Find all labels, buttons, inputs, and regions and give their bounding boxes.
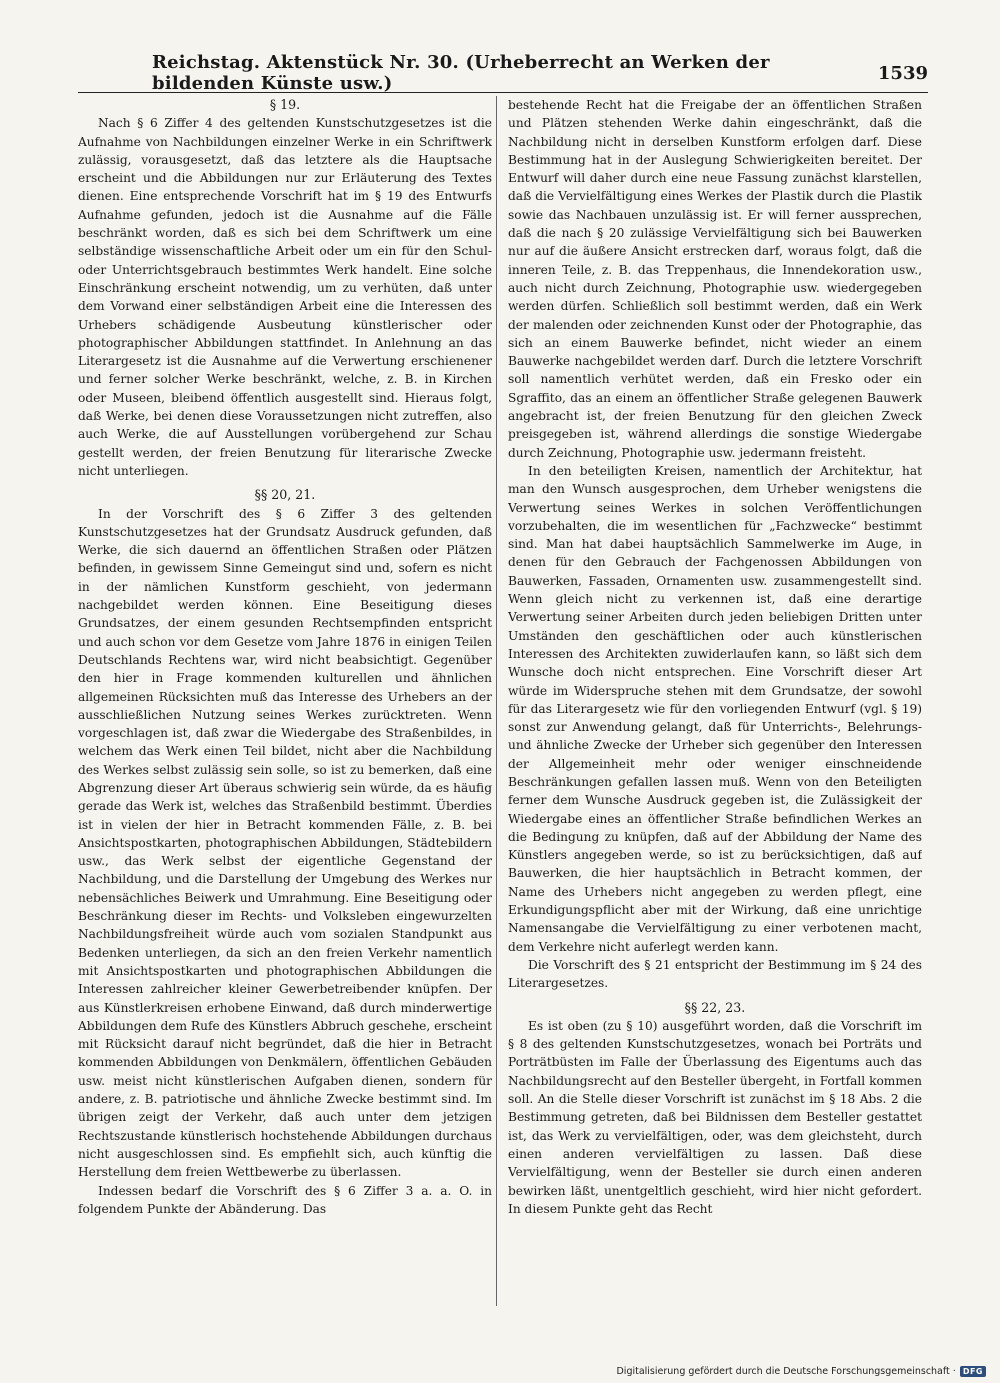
paragraph: bestehende Recht hat die Freigabe der an öffentlichen Straßen und Plätzen stehenden Werke dahin eingeschränkt, daß die Nachbildung nicht in derselben Kunstform erfolgen darf. Diese Bestimmung hat in der Auslegung Schwierigkeiten bereitet. Der Entwurf will daher durch eine neue Fassung zunächst klarstellen, daß die Vervielfältigung eines Werkes der Plastik durch die Plastik sowie das Nachbauen unzulässig ist. Er will ferner aussprechen, daß die nach § 20 zulässige Vervielfältigung sich bei Bauwerken nur auf die äußere Ansicht erstrecken darf, woraus folgt, daß die inneren Teile, z. B. das Treppenhaus, die Innendekoration usw., auch nicht durch Zeichnung, Photographie usw. wiedergegeben werden dürfen. Schließlich soll bestimmt werden, daß ein Werk der malenden oder zeichnenden Kunst oder der Photographie, das sich an einem Bauwerke befindet, nicht wieder an einem Bauwerke nachgebildet werden darf. Durch die letztere Vorschrift soll namentlich verhütet werden, daß ein Fresko oder ein Sgraffito, das an einem an öffentlicher Straße gelegenen Bauwerk angebracht ist, der freien Benutzung für den gleichen Zweck preisgegeben ist, während allerdings die sonstige Wiedergabe durch Zeichnung, Photographie usw. jedermann freisteht. [508,98,922,460]
digitization-footer [616,1366,986,1377]
column-divider [496,96,497,1306]
right-column [508,96,922,1312]
paragraph: Nach § 6 Ziffer 4 des geltenden Kunstschutzgesetzes ist die Aufnahme von Nachbildungen einzelner Werke in ein Schriftwerk zulässig, vorausgesetzt, daß das letztere als die Hauptsache erscheint und die Abbildungen nur zur Erläuterung des Textes dienen. Eine entsprechende Vorschrift hat im § 19 des Entwurfs Aufnahme gefunden, jedoch ist die Ausnahme auf die Fälle beschränkt worden, daß es sich bei dem Schriftwerk um eine selbständige wissenschaftliche Arbeit oder um ein für den Schul- oder Unterrichtsgebrauch bestimmtes Werk handelt. Eine solche Einschränkung erscheint notwendig, um zu verhüten, daß unter dem Vorwand einer selbständigen Arbeit eine die Interessen des Urhebers schädigende Ausbeutung künstlerischer oder photographischer Abbildungen stattfindet. In Anlehnung an das Literargesetz ist die Ausnahme auf die Verwertung erschienener und ferner solcher Werke beschränkt, welche, z. B. in Kirchen oder Museen, bleibend öffentlich ausgestellt sind. Hieraus folgt, daß Werke, bei denen diese Voraussetzungen nicht zutreffen, also auch Werke, die auf Ausstellungen vorübergehend zur Schau gestellt werden, der freien Benutzung für literarische Zwecke nicht unterliegen. [78,116,492,478]
section-heading-20-21: §§ 20, 21. [254,487,316,503]
paragraph: Die Vorschrift des § 21 entspricht der Bestimmung im § 24 des Literargesetzes. [508,957,922,991]
footer-text: Digitalisierung gefördert durch die Deutsche Forschungsgemeinschaft · [616,1366,956,1377]
paragraph: In der Vorschrift des § 6 Ziffer 3 des geltenden Kunstschutzgesetzes hat der Grundsatz Ausdruck gefunden, daß Werke, die sich dauernd an öffentlichen Straßen oder Plätzen befinden, in gewissem Sinne Gemeingut sind und, sofern es nicht in der nämlichen Kunstform geschieht, von jedermann nachgebildet werden können. Eine Beseitigung dieses Grundsatzes, der einem gesunden Rechtsempfinden entspricht und auch schon vor dem Gesetze vom Jahre 1876 in einigen Teilen Deutschlands Rechtens war, wird nicht beabsichtigt. Gegenüber den hier in Frage kommenden kulturellen und ähnlichen allgemeinen Rücksichten muß das Interesse des Urhebers an der ausschließlichen Nutzung seines Werkes zurücktreten. Wenn vorgeschlagen ist, daß zwar die Wiedergabe des Straßenbildes, in welchem das Werk einen Teil bildet, nicht aber die Nachbildung des Werkes selbst zulässig sein solle, so ist zu bemerken, daß eine Abgrenzung dieser Art überaus schwierig sein würde, da es häufig gerade das Werk ist, welches das Straßenbild bestimmt. Überdies ist in vielen der hier in Betracht kommenden Fälle, z. B. bei Ansichtspostkarten, photographischen Abbildungen, Städtebildern usw., das Werk selbst der eigentliche Gegenstand der Nachbildung, und die Darstellung der Umgebung des Werkes nur nebensächliches Beiwerk und Umrahmung. Eine Beseitigung oder Beschränkung dieser im Rechts- und Volksleben eingewurzelten Nachbildungsfreiheit würde auch vom sozialen Standpunkt aus Bedenken unterliegen, da sich an den freien Verkehr namentlich mit Ansichtspostkarten und photographischen Abbildungen die Interessen zahlreicher kleiner Gewerbetreibender knüpfen. Der aus Künstlerkreisen erhobene Einwand, daß durch minderwertige Abbildungen dem Rufe des Künstlers Abbruch geschehe, erscheint mit Rücksicht darauf nicht begründet, daß die hier in Betracht kommenden Abbildungen von Denkmälern, öffentlichen Gebäuden usw. meist nicht künstlerischen Aufgaben dienen, sondern für andere, z. B. patriotische und ähnliche Zwecke bestimmt sind. Im übrigen zeigt der Verkehr, daß auch unter dem jetzigen Rechtszustande künstlerisch hochstehende Abbildungen durchaus nicht ausgeschlossen sind. Es empfiehlt sich, auch künftig die Herstellung dem freien Wettbewerbe zu überlassen. [78,506,492,1180]
section-heading-19: § 19. [269,97,301,112]
page-number: 1539 [877,62,928,84]
page-header [152,52,928,94]
paragraph: Indessen bedarf die Vorschrift des § 6 Ziffer 3 a. a. O. in folgendem Punkte der Abänderung. Das [78,1183,492,1216]
paragraph: In den beteiligten Kreisen, namentlich der Architektur, hat man den Wunsch ausgesprochen, dem Urheber wenigstens die Verwertung seines Werkes in solchen Veröffentlichungen vorzubehalten, die im wesentlichen für „Fachzwecke“ bestimmt sind. Man hat dabei hauptsächlich Sammelwerke im Auge, in denen für den Gebrauch der Fachgenossen Abbildungen von Bauwerken, Fassaden, Ornamenten usw. zusammengestellt sind. Wenn gleich nicht zu verkennen ist, daß eine derartige Verwertung seiner Arbeiten durch jeden beliebigen Dritten unter Umständen den geschäftlichen oder auch künstlerischen Interessen des Architekten zuwiderlaufen kann, so läßt sich dem Wunsche doch nicht entsprechen. Eine Vorschrift dieser Art würde im Widerspruche stehen mit dem Grundsatze, der sowohl für das Literargesetz wie für den vorliegenden Entwurf (vgl. § 19) sonst zur Anwendung gelangt, daß für Unterrichts-, Belehrungs- und ähnliche Zwecke der Urheber sich gegenüber den Interessen der Allgemeinheit mehr oder weniger einschneidende Beschränkungen gefallen lassen muß. Wenn von den Beteiligten ferner dem Wunsche Ausdruck gegeben ist, die Zulässigkeit der Wiedergabe eines an öffentlicher Straße befindlichen Werkes an die Bedingung zu knüpfen, daß auf der Abbildung der Name des Künstlers angegeben werde, so ist zu berücksichtigen, daß auf Bauwerken, die hier hauptsächlich in Betracht kommen, der Name des Urhebers nicht angegeben zu werden pflegt, eine Erkundigungspflicht aber mit der Wirkung, daß eine unrichtige Namensangabe die Vervielfältigung zu einer verbotenen macht, dem Verkehre nicht auferlegt werden kann. [508,463,922,954]
dfg-logo: DFG [960,1366,986,1377]
header-rule [78,92,928,93]
left-column [78,96,492,1312]
page-title: Reichstag. Aktenstück Nr. 30. (Urheberrecht an Werken der bildenden Künste usw.) [152,52,770,94]
section-heading-22-23: §§ 22, 23. [684,999,746,1015]
paragraph: Es ist oben (zu § 10) ausgeführt worden, daß die Vorschrift im § 8 des geltenden Kunstschutzgesetzes, wonach bei Porträts und Porträtbüsten im Falle der Überlassung des Eigentums auch das Nachbildungsrecht auf den Besteller übergeht, in Fortfall kommen soll. An die Stelle dieser Vorschrift ist zunächst im § 18 Abs. 2 die Bestimmung getreten, daß bei Bildnissen dem Besteller gestattet ist, das Werk zu vervielfältigen, oder, was dem gleichsteht, durch einen anderen vervielfältigen zu lassen. Daß diese Vervielfältigung, wenn der Besteller sie durch einen anderen bewirken läßt, unentgeltlich geschieht, wird hier nicht gefordert. In diesem Punkte geht das Recht [508,1018,922,1216]
